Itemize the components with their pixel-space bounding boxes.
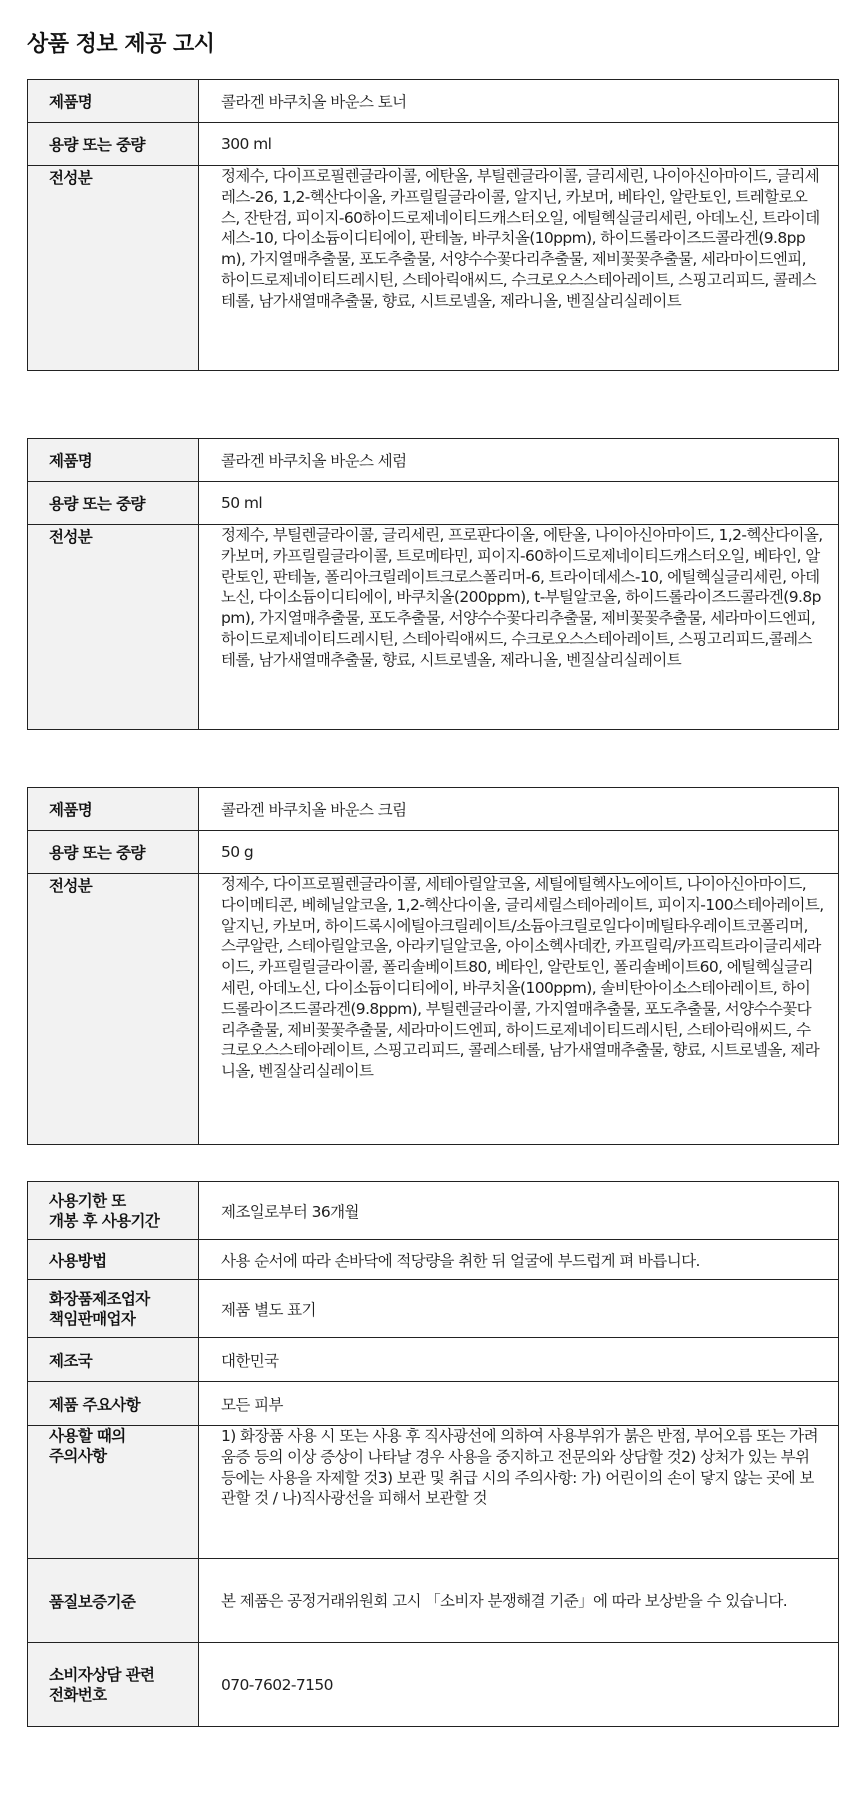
table-row bbox=[28, 166, 839, 371]
product-name-label: 제품명 bbox=[28, 80, 199, 123]
ingredients-value: 정제수, 다이프로필렌글라이콜, 세테아릴알코올, 세틸에틸헥사노에이트, 나이아신아마이드, 다이메티콘, 베헤닐알코올, 1,2-헥산다이올, 글리세릴스테아레이트, 피이지-100스테아레이트, 알지닌, 카보머, 하이드록시에틸아크릴레이트/소듐아크릴로일다이메틸타우레이트코폴리머, 스쿠알란, 스테아릴알코올, 아라키딜알코올, 아이소헥사데칸, 카프릴릭/카프릭트라이글리세라이드, 카프릴릴글라이콜, 폴리솔베이트80, 베타인, 알란토인, 폴리솔베이트60, 에틸헥실글리세린, 아데노신, 다이소듐이디티에이, 바쿠치올(100ppm), 솔비탄아이소스테아레이트, 하이드롤라이즈드콜라겐(9.8ppm), 부틸렌글라이콜, 가지열매추출물, 포도추출물, 서양수수꽃다리추출물, 제비꽃꽃추출물, 세라마이드엔피, 하이드로제네이티드레시틴, 스테아릭애씨드, 수크로오스스테아레이트, 스핑고리피드, 콜레스테롤, 남가새열매추출물, 향료, 시트로넬올, 제라니올, 벤질살리실레이트 bbox=[199, 874, 839, 1145]
table-row bbox=[28, 1338, 839, 1382]
product-name-label: 제품명 bbox=[28, 788, 199, 831]
product-table-cream bbox=[27, 787, 839, 1145]
skin-type-value: 모든 피부 bbox=[199, 1382, 839, 1426]
skin-type-label: 제품 주요사항 bbox=[28, 1382, 199, 1426]
usage-label: 사용방법 bbox=[28, 1240, 199, 1280]
table-row bbox=[28, 123, 839, 166]
origin-label: 제조국 bbox=[28, 1338, 199, 1382]
table-row bbox=[28, 439, 839, 482]
ingredients-value: 정제수, 부틸렌글라이콜, 글리세린, 프로판다이올, 에탄올, 나이아신아마이드, 1,2-헥산다이올, 카보머, 카프릴릴글라이콜, 트로메타민, 피이지-60하이드로제네이티드캐스터오일, 베타인, 알란토인, 판테놀, 폴리아크릴레이트크로스폴리머-6, 트라이데세스-10, 에틸헥실글리세린, 아데노신, 다이소듐이디티에이, 바쿠치올(200ppm), t-부틸알코올, 하이드롤라이즈드콜라겐(9.8ppm), 가지열매추출물, 포도추출물, 서양수수꽃다리추출물, 제비꽃꽃추출물, 세라마이드엔피, 하이드로제네이티드레시틴, 스테아릭애씨드, 수크로오스스테아레이트, 스핑고리피드,콜레스테롤, 남가새열매추출물, 향료, 시트로넬올, 제라니올, 벤질살리실레이트 bbox=[199, 525, 839, 730]
ingredients-label: 전성분 bbox=[28, 874, 199, 1145]
maker-value: 제품 별도 표기 bbox=[199, 1280, 839, 1338]
volume-label: 용량 또는 중량 bbox=[28, 482, 199, 525]
product-name-value: 콜라겐 바쿠치올 바운스 크림 bbox=[199, 788, 839, 831]
caution-label bbox=[28, 1426, 199, 1559]
volume-value: 50 g bbox=[199, 831, 839, 874]
expiry-label-line: 개봉 후 사용기간 bbox=[49, 1211, 160, 1230]
table-row bbox=[28, 1182, 839, 1240]
table-row bbox=[28, 525, 839, 730]
caution-label-line: 주의사항 bbox=[49, 1447, 107, 1465]
table-row bbox=[28, 1280, 839, 1338]
maker-label-line: 책임판매업자 bbox=[49, 1309, 136, 1328]
product-name-label: 제품명 bbox=[28, 439, 199, 482]
details-table bbox=[27, 1181, 839, 1727]
volume-value: 50 ml bbox=[199, 482, 839, 525]
usage-value: 사용 순서에 따라 손바닥에 적당량을 취한 뒤 얼굴에 부드럽게 펴 바릅니다. bbox=[199, 1240, 839, 1280]
phone-label bbox=[28, 1643, 199, 1727]
phone-value: 070-7602-7150 bbox=[199, 1643, 839, 1727]
expiry-value: 제조일로부터 36개월 bbox=[199, 1182, 839, 1240]
maker-label bbox=[28, 1280, 199, 1338]
ingredients-label: 전성분 bbox=[28, 525, 199, 730]
caution-label-line: 사용할 때의 bbox=[49, 1427, 126, 1445]
expiry-label bbox=[28, 1182, 199, 1240]
expiry-label-line: 사용기한 또 bbox=[49, 1191, 126, 1210]
table-row bbox=[28, 1559, 839, 1643]
page-title: 상품 정보 제공 고시 bbox=[27, 32, 215, 57]
table-row bbox=[28, 831, 839, 874]
table-row bbox=[28, 482, 839, 525]
origin-value: 대한민국 bbox=[199, 1338, 839, 1382]
volume-label: 용량 또는 중량 bbox=[28, 831, 199, 874]
quality-label: 품질보증기준 bbox=[28, 1559, 199, 1643]
table-row bbox=[28, 1643, 839, 1727]
quality-value: 본 제품은 공정거래위원회 고시 「소비자 분쟁해결 기준」에 따라 보상받을 수 있습니다. bbox=[199, 1559, 839, 1643]
caution-value: 1) 화장품 사용 시 또는 사용 후 직사광선에 의하여 사용부위가 붉은 반점, 부어오름 또는 가려움증 등의 이상 증상이 나타날 경우 사용을 중지하고 전문의와 상담할 것2) 상처가 있는 부위 등에는 사용을 자제할 것3) 보관 및 취급 시의 주의사항: 가) 어린이의 손이 닿지 않는 곳에 보관할 것 / 나)직사광선을 피해서 보관할 것 bbox=[199, 1426, 839, 1559]
ingredients-label: 전성분 bbox=[28, 166, 199, 371]
volume-label: 용량 또는 중량 bbox=[28, 123, 199, 166]
table-row bbox=[28, 80, 839, 123]
volume-value: 300 ml bbox=[199, 123, 839, 166]
phone-label-line: 소비자상담 관련 bbox=[49, 1665, 155, 1684]
table-row bbox=[28, 1426, 839, 1559]
table-row bbox=[28, 1382, 839, 1426]
product-table-toner bbox=[27, 79, 839, 371]
product-table-serum bbox=[27, 438, 839, 730]
phone-label-line: 전화번호 bbox=[49, 1685, 107, 1704]
product-name-value: 콜라겐 바쿠치올 바운스 세럼 bbox=[199, 439, 839, 482]
table-row bbox=[28, 874, 839, 1145]
ingredients-value: 정제수, 다이프로필렌글라이콜, 에탄올, 부틸렌글라이콜, 글리세린, 나이아신아마이드, 글리세레스-26, 1,2-헥산다이올, 카프릴릴글라이콜, 알지닌, 카보머, 베타인, 알란토인, 트레할로오스, 잔탄검, 피이지-60하이드로제네이티드캐스터오일, 에틸헥실글리세린, 아데노신, 트라이데세스-10, 다이소듐이디티에이, 판테놀, 바쿠치올(10ppm), 하이드롤라이즈드콜라겐(9.8ppm), 가지열매추출물, 포도추출물, 서양수수꽃다리추출물, 제비꽃꽃추출물, 세라마이드엔피, 하이드로제네이티드레시틴, 스테아릭애씨드, 수크로오스스테아레이트, 스핑고리피드, 콜레스테롤, 남가새열매추출물, 향료, 시트로넬올, 제라니올, 벤질살리실레이트 bbox=[199, 166, 839, 371]
table-row bbox=[28, 1240, 839, 1280]
table-row bbox=[28, 788, 839, 831]
maker-label-line: 화장품제조업자 bbox=[49, 1289, 150, 1308]
product-name-value: 콜라겐 바쿠치올 바운스 토너 bbox=[199, 80, 839, 123]
